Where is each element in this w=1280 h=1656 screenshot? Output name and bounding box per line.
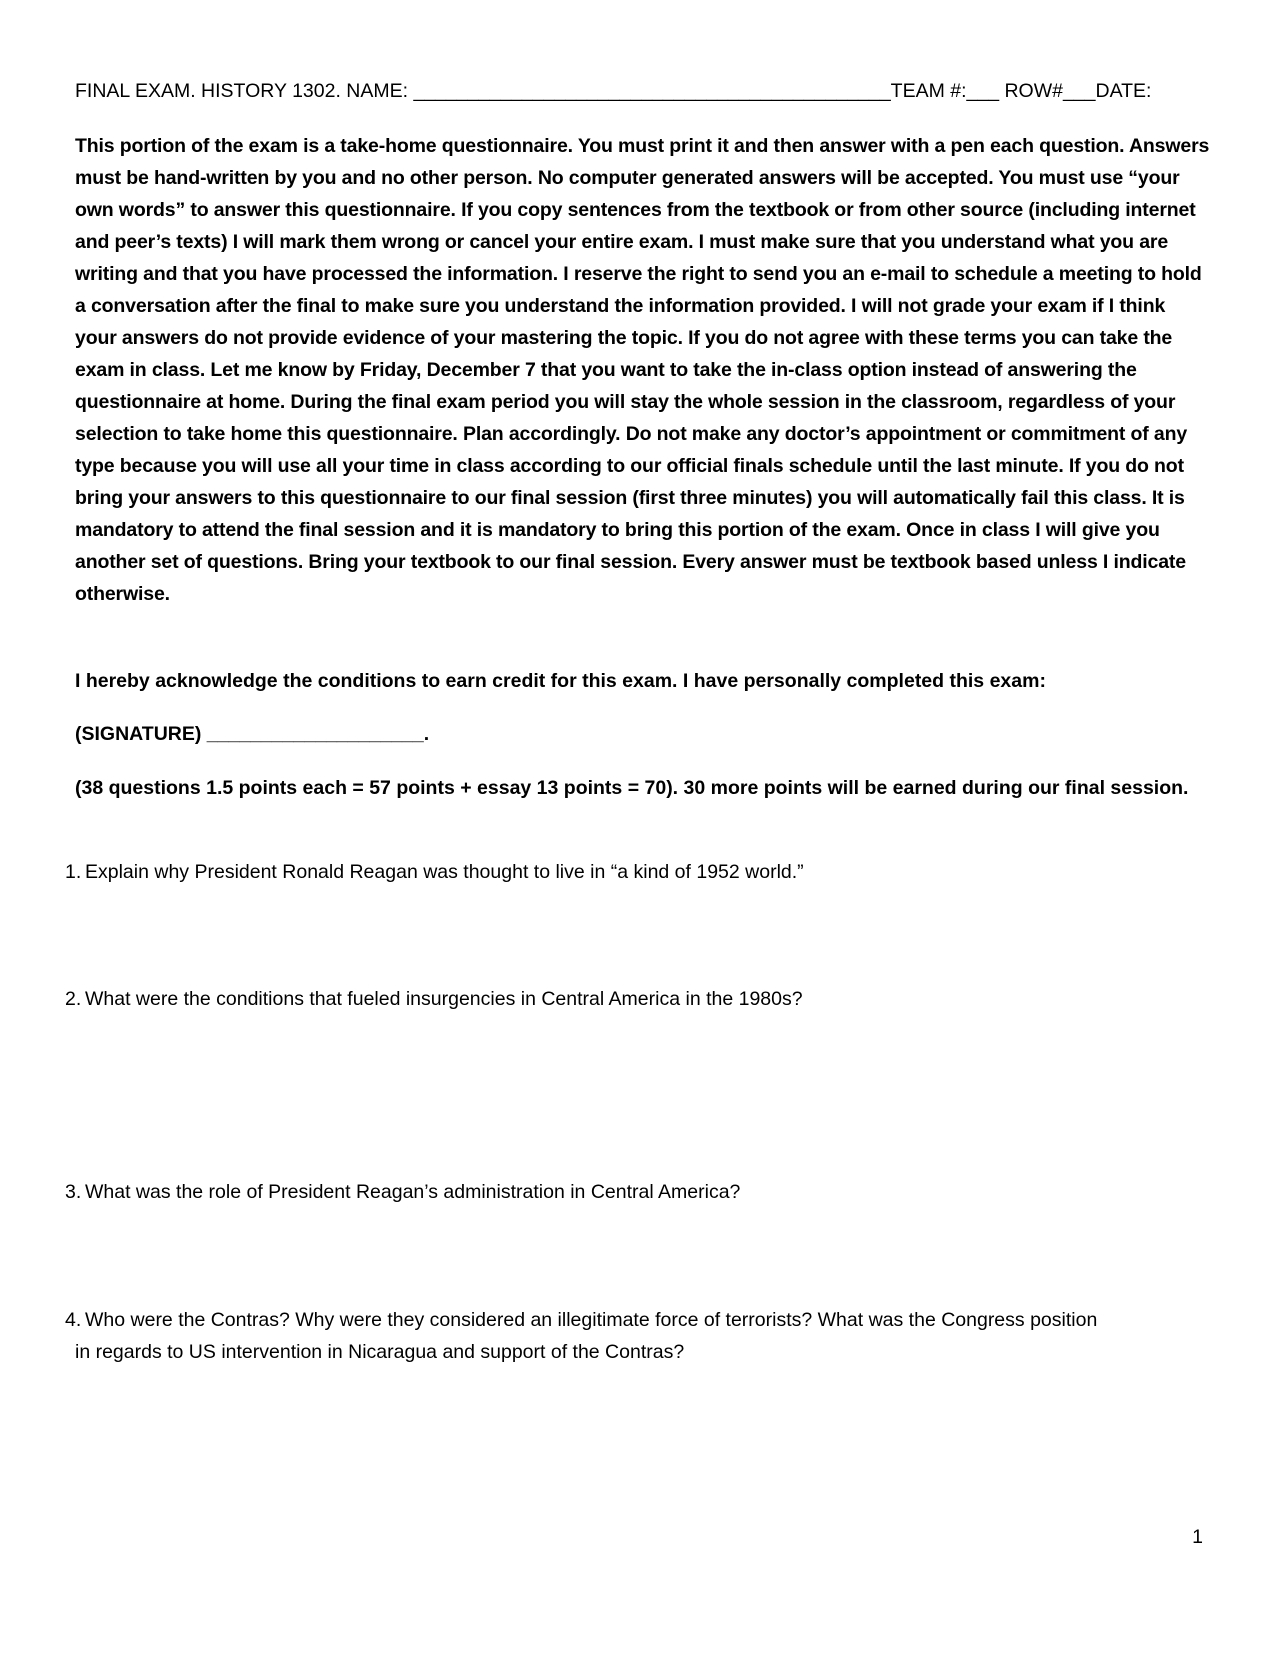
- exam-header: FINAL EXAM. HISTORY 1302. NAME: ____________________________________________TEAM #:___ ROW#___DATE:: [75, 80, 1152, 102]
- question-4: [65, 1304, 1215, 1368]
- question-1: [65, 856, 1215, 888]
- instructions-text: This portion of the exam is a take-home questionnaire. You must print it and then answer with a pen each question. Answers must be hand-written by you and no other person. No computer generated answers will be accepted. You must use “your own words” to answer this questionnaire. If you copy sentences from the textbook or from other source (including internet and peer’s texts) I will mark them wrong or cancel your entire exam. I must make sure that you understand what you are writing and that you have processed the information. I reserve the right to send you an e-mail to schedule a meeting to hold a conversation after the final to make sure you understand the information provided. I will not grade your exam if I think your answers do not provide evidence of your mastering the topic. If you do not agree with these terms you can take the exam in class. Let me know by Friday, December 7 that you want to take the in-class option instead of answering the questionnaire at home. During the final exam period you will stay the whole session in the classroom, regardless of your selection to take home this questionnaire. Plan accordingly. Do not make any doctor’s appointment or commitment of any type because you will use all your time in class according to our official finals schedule until the last minute. If you do not bring your answers to this questionnaire to our final session (first three minutes) you will automatically fail this class. It is mandatory to attend the final session and it is mandatory to bring this portion of the exam. Once in class I will give you another set of questions. Bring your textbook to our final session. Every answer must be textbook based unless I indicate otherwise.: [75, 135, 1210, 605]
- question-text: Explain why President Ronald Reagan was thought to live in “a kind of 1952 world.”: [85, 861, 804, 883]
- question-number: 1.: [65, 861, 82, 883]
- question-number: 4.: [65, 1309, 82, 1331]
- question-number: 3.: [65, 1181, 82, 1203]
- question-text: What were the conditions that fueled insurgencies in Central America in the 1980s?: [85, 988, 803, 1010]
- instructions-paragraph: [75, 130, 1210, 610]
- question-3: [65, 1176, 1215, 1208]
- question-line-1: [65, 1304, 1215, 1336]
- question-number: 2.: [65, 988, 82, 1010]
- page-number: 1: [1192, 1526, 1203, 1548]
- acknowledgement-statement: I hereby acknowledge the conditions to earn credit for this exam. I have personally completed this exam:: [75, 670, 1046, 692]
- question-text: What was the role of President Reagan’s administration in Central America?: [85, 1181, 741, 1203]
- question-2: [65, 983, 1215, 1015]
- question-line-2: in regards to US intervention in Nicaragua and support of the Contras?: [75, 1341, 685, 1363]
- points-note: (38 questions 1.5 points each = 57 points + essay 13 points = 70). 30 more points will be earned during our final session.: [75, 777, 1189, 799]
- question-text: Who were the Contras? Why were they considered an illegitimate force of terrorists? What was the Congress position: [85, 1309, 1098, 1331]
- signature-line: (SIGNATURE) ____________________.: [75, 723, 430, 745]
